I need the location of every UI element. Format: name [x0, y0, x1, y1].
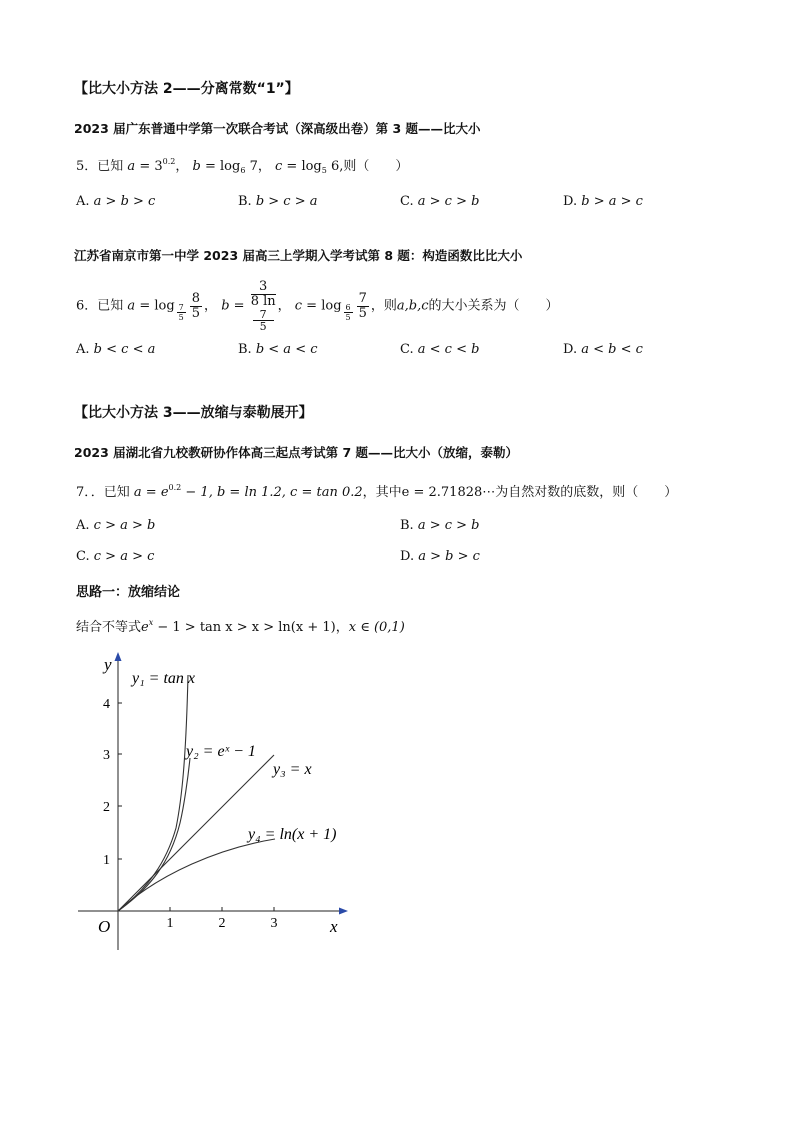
q5-source: 2023 届广东普通中学第一次联合考试（深高级出卷）第 3 题——比大小: [74, 121, 481, 136]
label-y4-ln: y₄ = ln(x + 1): [248, 826, 337, 843]
q7-option-c[interactable]: [76, 549, 154, 564]
option-letter: B.: [238, 194, 252, 209]
option-letter: B.: [238, 342, 252, 357]
option-expr: b > c > a: [255, 194, 318, 209]
q6-tail-pre: ，则: [370, 298, 397, 314]
q7-a-def-post: − 1, b = ln 1.2, c = tan 0.2: [181, 485, 363, 500]
q7-tail: 为自然对数的底数，则（ ）: [495, 485, 678, 500]
q5-option-b[interactable]: [238, 194, 318, 209]
q5-c-var: c: [274, 159, 283, 174]
ineq-domain: x ∈ (0,1): [348, 620, 405, 635]
inequality-line: [76, 616, 405, 635]
q7-a-exp: 0.2: [168, 483, 182, 492]
y-tick-label: 1: [103, 853, 110, 868]
q6-option-b[interactable]: [238, 342, 318, 357]
q6-c-frac: $\frac{7}{5}$: [358, 290, 367, 321]
q5-b-var: b: [192, 159, 201, 174]
q7-option-d[interactable]: [400, 549, 480, 564]
ineq-e: e: [141, 620, 149, 635]
ineq-x-exp: x: [148, 618, 154, 627]
function-comparison-graph: [70, 648, 370, 958]
q5-a-exp: 0.2: [162, 157, 176, 166]
q7-option-b[interactable]: [400, 518, 480, 533]
q6-source: 江苏省南京市第一中学 2023 届高三上学期入学考试第 8 题：构造函数比比大小: [74, 248, 523, 263]
q6-a-base-frac: $\frac{7}{5}$: [178, 302, 184, 322]
q6-stem: 6．已知 a = log $\frac{7}{5}$ $\frac{8}{5}$ ， b = 3 8 ln 7 5 ， c = log $\frac{6}{5}$ $\frac{7}{5}$ ，则a,b,c的大小关系为（ ）: [76, 279, 559, 333]
ineq-body: − 1 > tan x > x > ln(x + 1): [153, 620, 336, 635]
q6-number: 6．已知: [76, 298, 124, 314]
option-expr: a < c < b: [417, 342, 480, 357]
origin-label: O: [98, 917, 111, 936]
option-letter: C.: [400, 342, 414, 357]
option-letter: A.: [76, 342, 90, 357]
q6-c-log: log: [321, 298, 342, 314]
ineq-prefix: 结合不等式: [76, 620, 142, 635]
q5-c-arg: 6: [330, 159, 340, 174]
q5-option-c[interactable]: [400, 194, 479, 209]
option-letter: C.: [76, 549, 90, 564]
option-expr: b < c < a: [93, 342, 156, 357]
q7-number: 7．．已知: [76, 485, 130, 500]
q7-a-def: a = e: [133, 485, 169, 500]
q5-b-log: log: [220, 159, 241, 174]
option-letter: A.: [76, 194, 90, 209]
curve-exp-minus-one: [118, 758, 190, 911]
q7-option-a[interactable]: [76, 518, 155, 533]
x-axis-label: x: [330, 917, 338, 936]
label-y1-tan: y₁ = tan x: [132, 670, 196, 687]
q7-source: 2023 届湖北省九校教研协作体高三起点考试第 7 题——比大小（放缩，泰勒）: [74, 445, 519, 460]
q5-c-base: 5: [321, 166, 327, 175]
q7-stem: [76, 481, 677, 500]
q5-a-var: a: [127, 159, 136, 174]
x-tick-label: 3: [270, 916, 278, 931]
option-expr: a > c > b: [417, 194, 480, 209]
q6-a-log: log: [154, 298, 175, 314]
q6-a-frac: $\frac{8}{5}$: [191, 290, 201, 321]
y-tick-label: 4: [103, 697, 110, 712]
q6-c-base-frac: $\frac{6}{5}$: [345, 302, 351, 322]
section-title-method-3: 【比大小方法 3——放缩与泰勒展开】: [74, 405, 313, 421]
option-letter: C.: [400, 194, 414, 209]
section-title-method-2: 【比大小方法 2——分离常数“1”】: [74, 81, 299, 97]
y-tick-label: 2: [103, 800, 110, 815]
label-y3-x: y₃ = x: [273, 761, 312, 778]
option-expr: a < b < c: [581, 342, 643, 357]
q7-e-value: e = 2.71828⋯: [401, 485, 496, 500]
q5-c-log: log: [301, 159, 322, 174]
x-tick-label: 2: [218, 916, 226, 931]
q6-tail-post: 的大小关系为（ ）: [428, 298, 559, 314]
x-axis-arrow-icon: [339, 908, 348, 915]
option-expr: a > b > c: [93, 194, 156, 209]
q6-option-c[interactable]: [400, 342, 479, 357]
option-letter: D.: [400, 549, 415, 564]
y-tick-label: 3: [103, 748, 110, 763]
option-expr: c > a > c: [93, 549, 155, 564]
option-expr: a > c > b: [417, 518, 480, 533]
q5-b-arg: 7: [249, 159, 258, 174]
q5-option-a[interactable]: [76, 194, 155, 209]
option-letter: A.: [76, 518, 90, 533]
option-letter: D.: [563, 194, 578, 209]
ineq-sep: ，: [335, 620, 349, 635]
q5-stem: 5．已知 $a = 3^{0.2}$， $b = \log_6 7$， $c = \log_5 6$,则（ ）: [76, 157, 409, 175]
q5-number: 5．已知: [76, 159, 124, 174]
option-letter: B.: [400, 518, 414, 533]
y-axis-arrow-icon: [115, 652, 122, 661]
y-axis-label: y: [104, 655, 112, 674]
q6-tail-vars: a,b,c: [396, 298, 429, 314]
q5-option-d[interactable]: [563, 194, 643, 209]
q6-option-a[interactable]: [76, 342, 155, 357]
option-expr: c > a > b: [93, 518, 156, 533]
curve-ln-x-plus-one: [118, 839, 275, 911]
option-expr: b < a < c: [255, 342, 318, 357]
q6-b-frac: 3 8 ln 7 5: [250, 279, 276, 333]
q6-option-d[interactable]: [563, 342, 643, 357]
label-y2-exp: y₂ = eˣ − 1: [186, 743, 256, 760]
q5-tail: ,则（ ）: [339, 159, 409, 174]
q5-a-base: 3: [154, 159, 163, 174]
thought-title: 思路一：放缩结论: [76, 585, 181, 600]
x-tick-label: 1: [166, 916, 174, 931]
q5-b-base: 6: [240, 166, 246, 175]
q7-mid: ，其中: [362, 485, 402, 500]
option-letter: D.: [563, 342, 578, 357]
option-expr: b > a > c: [581, 194, 643, 209]
option-expr: a > b > c: [418, 549, 480, 564]
